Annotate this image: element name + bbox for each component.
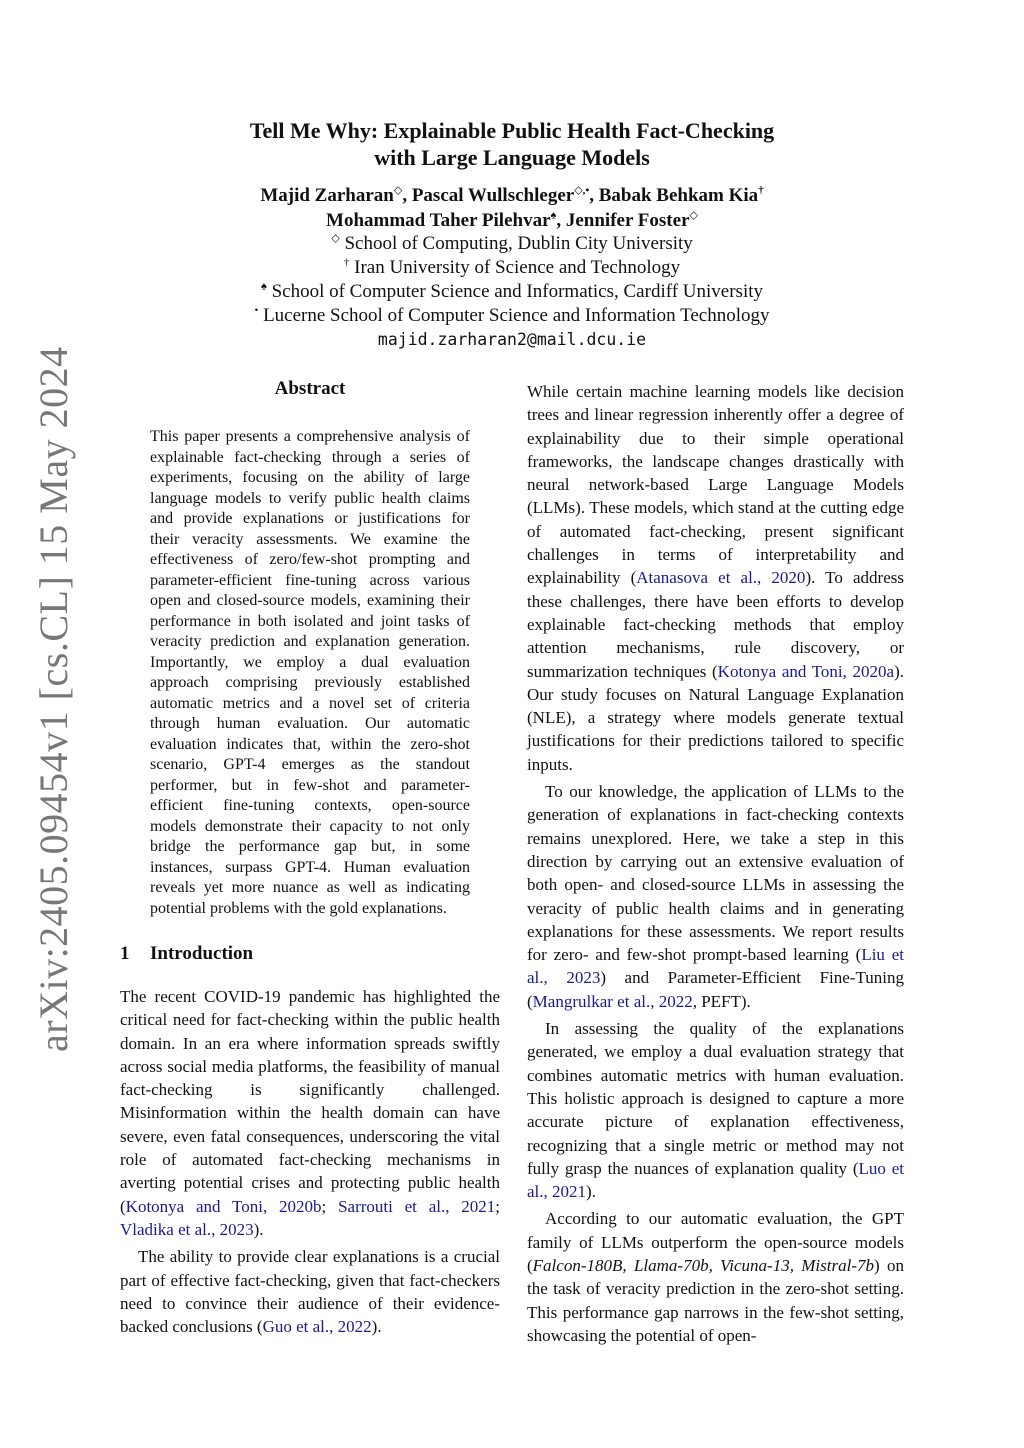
model-list: Falcon-180B, Llama-70b, Vicuna-13, Mistral-7b: [532, 1255, 874, 1275]
affiliation-line: [0, 256, 1024, 280]
paragraph-text: ) on the task of veracity prediction in the zero-shot setting. This performance gap narrows in the few-shot setting, showcasing the potential of open-: [527, 1255, 904, 1345]
paragraph-text: While certain machine learning models like decision trees and linear regression inherently offer a degree of explainability due to their simple operational frameworks, the landscape changes drastically with neural network-based Large Language Models (LLMs). These models, which stand at the cutting edge of automated fact-checking, present significant challenges in terms of interpretability and explainability (: [527, 382, 904, 588]
paper-title: [0, 117, 1024, 171]
paragraph-text: The recent COVID-19 pandemic has highlighted the critical need for fact-checking within the public health domain. In an era where information spreads swiftly across social media platforms, the feasibility of manual fact-checking is significantly challenged. Misinformation within the health domain can have severe, even fatal consequences, underscoring the vital role of automated fact-checking mechanisms in averting potential crises and protecting public health (: [120, 987, 500, 1216]
affiliation-text: School of Computer Science and Informatics, Cardiff University: [266, 281, 763, 302]
citation-link[interactable]: Guo et al., 2022: [262, 1317, 372, 1337]
affiliation-list: [0, 232, 1024, 328]
affiliation-mark: ◇,•: [574, 184, 590, 197]
paragraph-text: ). Our study focuses on Natural Language Explanation (NLE), a strategy where models generate textual justifications for their predictions tailored to specific inputs.: [527, 661, 905, 774]
paragraph-text: ). To address these challenges, there have been efforts to develop explainable fact-checking methods that employ attention mechanisms, rule discovery, or summarization techniques (: [527, 568, 904, 681]
right-column: [527, 380, 904, 1347]
affiliation-mark: ◇: [331, 232, 340, 245]
author-name: , Pascal Wullschleger: [402, 185, 575, 206]
paragraph-text: ).: [586, 1182, 596, 1202]
paragraph-text: To our knowledge, the application of LLMs to the generation of explanations in fact-checking contexts remains unexplored. Here, we take a step in this direction by carrying out an extensive evaluation of both open- and closed-source LLMs in assessing the veracity of public health claims and in generating explanations for these assessments. We report results for zero- and few-shot prompt-based learning (: [527, 782, 904, 965]
citation-link[interactable]: Mangrulkar et al., 2022: [532, 991, 693, 1011]
introduction-left-column: [120, 985, 500, 1338]
author-name: , Jennifer Foster: [556, 210, 690, 231]
citation-link[interactable]: Kotonya and Toni, 2020a: [717, 661, 895, 681]
affiliation-line: [0, 304, 1024, 328]
citation-link[interactable]: Vladika et al., 2023: [120, 1219, 254, 1239]
affiliation-mark: ◇: [689, 209, 698, 222]
affiliation-mark: †: [343, 256, 350, 269]
paragraph: [527, 780, 904, 1013]
citation-link[interactable]: Kotonya and Toni, 2020b: [125, 1196, 322, 1216]
section-heading: [120, 943, 500, 965]
section-title: Introduction: [150, 943, 254, 964]
paragraph: [527, 380, 904, 776]
paragraph-text: , PEFT).: [692, 991, 751, 1011]
citation-link[interactable]: Luo et al., 2021: [527, 1158, 905, 1202]
paragraph: [527, 1207, 904, 1347]
affiliation-mark: †: [758, 184, 764, 197]
author-name: Majid Zarharan: [260, 185, 394, 206]
title-line-2: with Large Language Models: [374, 145, 650, 170]
author-name: , Babak Behkam Kia: [589, 185, 759, 206]
affiliation-mark: ◇: [393, 184, 403, 197]
affiliation-text: Lucerne School of Computer Science and Information Technology: [258, 305, 770, 326]
arxiv-id-text: arXiv:2405.09454v1 [cs.CL] 15 May 2024: [31, 346, 76, 1052]
abstract-heading: Abstract: [274, 378, 346, 399]
section-number: 1: [120, 943, 130, 964]
affiliation-text: School of Computing, Dublin City University: [339, 233, 693, 254]
affiliation-text: Iran University of Science and Technology: [349, 257, 681, 278]
author-list: [0, 183, 1024, 233]
paragraph: [527, 1017, 904, 1203]
paragraph-text: The ability to provide clear explanations is a crucial part of effective fact-checking, given that fact-checkers need to convince their audience of their evidence-backed conclusions (: [120, 1247, 500, 1337]
paragraph-text: ).: [253, 1219, 264, 1239]
paragraph-text: ;: [495, 1196, 500, 1216]
paragraph: [120, 1245, 500, 1338]
paragraph-text: ;: [321, 1196, 339, 1216]
author-line-2: [0, 208, 1024, 233]
paragraph-text: In assessing the quality of the explanations generated, we employ a dual evaluation strategy that combines automatic metrics with human evaluation. This holistic approach is designed to capture a more accurate picture of explanation effectiveness, recognizing that a single metric or method may not fully grasp the nuances of explanation quality (: [527, 1019, 904, 1178]
affiliation-mark: ♠: [260, 280, 267, 293]
contact-email: majid.zarharan2@mail.dcu.ie: [377, 330, 647, 349]
author-name: Mohammad Taher Pilehvar: [326, 210, 551, 231]
affiliation-line: [0, 232, 1024, 256]
affiliation-line: [0, 280, 1024, 304]
paragraph-text: ).: [371, 1317, 382, 1337]
paragraph-text: ) and Parameter-Efficient Fine-Tuning (: [527, 968, 904, 1011]
abstract-text: This paper presents a comprehensive analysis of explainable fact-checking through a series of experiments, focusing on the ability of large language models to verify public health claims and provide explanations or justifications for their veracity assessments. We examine the effectiveness of zero/few-shot prompting and parameter-efficient fine-tuning across various open and closed-source models, examining their performance in both isolated and joint tasks of veracity prediction and explanation generation. Importantly, we employ a dual evaluation approach comprising previously established automatic metrics and a novel set of criteria through human evaluation. Our automatic evaluation indicates that, within the zero-shot scenario, GPT-4 emerges as the standout performer, but in few-shot and parameter-efficient fine-tuning contexts, open-source models demonstrate their capacity to not only bridge the performance gap but, in some instances, surpass GPT-4. Human evaluation reveals yet more nuance as well as indicating potential problems with the gold explanations.: [150, 428, 470, 917]
citation-link[interactable]: Liu et al., 2023: [527, 945, 904, 988]
paragraph-text: According to our automatic evaluation, the GPT family of LLMs outperform the open-source models (: [527, 1209, 904, 1275]
paragraph: [120, 985, 500, 1241]
citation-link[interactable]: Sarrouti et al., 2021: [338, 1196, 496, 1216]
citation-link[interactable]: Atanasova et al., 2020: [636, 568, 806, 588]
affiliation-mark: ♠: [550, 209, 557, 222]
author-line-1: [0, 183, 1024, 208]
title-line-1: Tell Me Why: Explainable Public Health Fact-Checking: [249, 118, 775, 143]
affiliation-mark: •: [254, 304, 259, 317]
